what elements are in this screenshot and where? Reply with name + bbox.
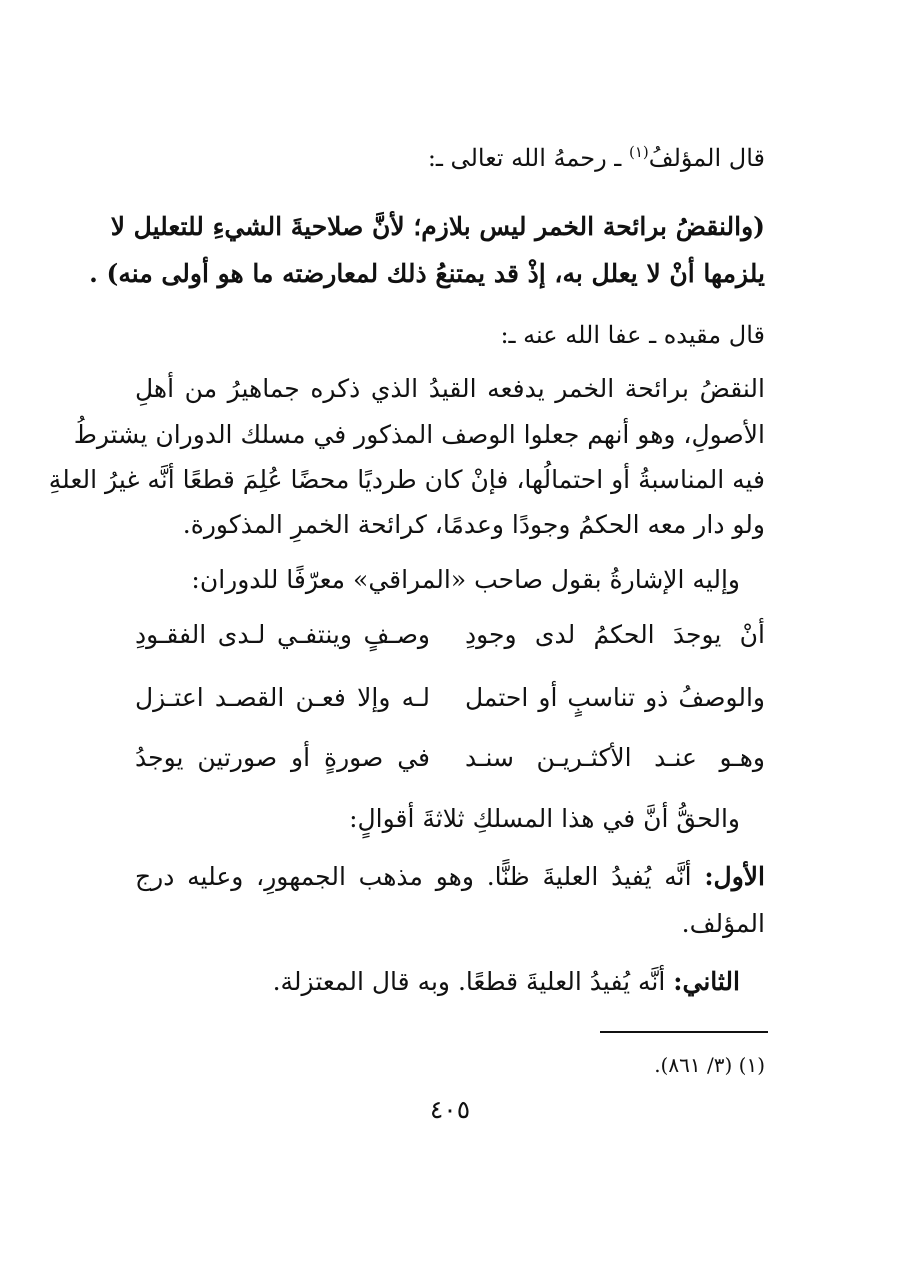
first-saying-line-1 (135, 860, 765, 894)
verse-row-3 (135, 743, 765, 783)
verse-3-second-hemistich: في صورةٍ أو صورتين يوجدُ (135, 743, 430, 772)
footnote: (١) (٣/ ٨٦١). (654, 1053, 765, 1077)
commentator-heading: قال مقيده ـ عفا الله عنه ـ: (500, 321, 765, 349)
verse-2-first-hemistich: والوصفُ ذو تناسبٍ أو احتمل (465, 683, 765, 712)
first-saying-label: الأول: (704, 862, 765, 891)
verse-row-1 (135, 620, 765, 660)
page-number: ٤٠٥ (429, 1095, 471, 1124)
quote-line-2: يلزمها أنْ لا يعلل به، إذْ قد يمتنعُ ذلك لمعارضته ما هو أولى منه) . (89, 259, 765, 288)
verse-3-first-hemistich: وهـو عنـد الأكثـريـن سنـد (465, 743, 765, 772)
author-heading-text: قال المؤلفُ (648, 144, 765, 172)
verse-row-2 (135, 683, 765, 723)
second-saying-text: أنَّه يُفيدُ العليةَ قطعًا. وبه قال المعتزلة. (272, 967, 674, 996)
verse-1-first-hemistich: أنْ يوجدَ الحكمُ لدى وجودِ (465, 620, 765, 649)
verse-introduction: وإليه الإشارةُ بقول صاحب «المراقي» معرّفًا للدوران: (191, 565, 740, 594)
footnote-marker: (١) (628, 143, 649, 161)
second-saying-label: الثاني: (673, 967, 740, 996)
verse-1-second-hemistich: وصـفٍ وينتفـي لـدى الفقـودِ (135, 620, 430, 649)
paragraph-line-3: فيه المناسبةُ أو احتمالُها، فإنْ كان طرديًا محضًا عُلِمَ قطعًا أنَّه غيرُ العلةِ (48, 465, 765, 494)
paragraph-line-2: الأصولِ، وهو أنهم جعلوا الوصف المذكور في مسلك الدوران يشترطُ (73, 420, 765, 449)
paragraph-line-1: النقضُ برائحة الخمر يدفعه القيدُ الذي ذكره جماهيرُ من أهلِ (135, 374, 765, 403)
paragraph-line-4: ولو دار معه الحكمُ وجودًا وعدمًا، كرائحة الخمرِ المذكورة. (182, 510, 765, 539)
quote-line-1: (والنقضُ برائحة الخمر ليس بلازم؛ لأنَّ صلاحيةَ الشيءِ للتعليل لا (110, 212, 765, 241)
first-saying-line-2: المؤلف. (681, 909, 765, 938)
footnote-separator (600, 1031, 768, 1033)
author-heading (135, 142, 765, 174)
second-saying (135, 965, 740, 999)
author-heading-continuation: ـ رحمهُ الله تعالى ـ: (427, 144, 629, 172)
sayings-introduction: والحقُّ أنَّ في هذا المسلكِ ثلاثةَ أقوالٍ: (349, 804, 740, 833)
verse-2-second-hemistich: لـه وإلا فعـن القصـد اعتـزل (135, 683, 430, 712)
first-saying-text: أنَّه يُفيدُ العليةَ ظنًّا. وهو مذهب الجمهورِ، وعليه درج (135, 862, 705, 891)
